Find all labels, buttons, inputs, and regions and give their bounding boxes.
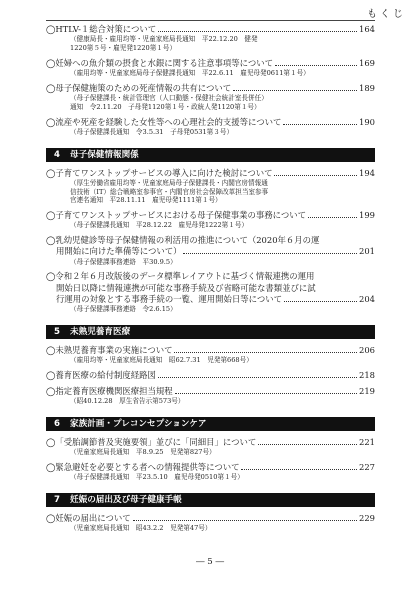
entry-title: ◯HTLV-１総合対策について <box>46 24 157 34</box>
entry-citation: （母子保健課長通知 令3.5.31 子母発0531第３号） <box>70 127 234 136</box>
dot-leader <box>308 217 357 218</box>
toc-entry[interactable] <box>46 370 375 381</box>
dot-leader <box>258 444 357 445</box>
toc-entry[interactable] <box>46 386 375 397</box>
toc-entry[interactable] <box>46 83 375 94</box>
entry-page: 190 <box>359 116 375 127</box>
entry-title: ◯未熟児養育事業の実施について <box>46 344 173 355</box>
entry-citation: （昭40.12.28 厚生省告示第573号） <box>70 397 185 406</box>
section-number: 6 <box>54 419 60 429</box>
entry-title: ◯子育てワンストップサービスの導入に向けた検討について <box>46 167 273 178</box>
toc-entry[interactable] <box>46 210 375 221</box>
entry-spacer <box>46 482 375 487</box>
toc-entry[interactable] <box>46 24 375 35</box>
toc-entry[interactable] <box>46 437 375 448</box>
entry-title-last <box>46 294 375 305</box>
entry-page: 229 <box>359 513 375 523</box>
dot-leader <box>158 377 357 378</box>
entry-citation: 信技術（IT）総合戦略室参事官・内閣官房社会保障改革担当室参事 <box>70 187 269 196</box>
entry-citation: （厚生労働省雇用均等・児童家庭局母子保健課長・内閣官房情報通 <box>70 178 268 187</box>
section-title: 母子保健情報関係 <box>70 149 139 160</box>
section-number: 4 <box>54 149 60 160</box>
entry-title: ◯妊婦への魚介類の摂食と水銀に関する注意事項等について <box>46 57 273 68</box>
entry-citation: （雇用均等・児童家庭局長通知 昭62.7.31 児発第668号） <box>70 356 253 364</box>
toc-entry[interactable] <box>46 513 375 524</box>
entry-page: 189 <box>359 82 375 93</box>
dot-leader <box>274 175 357 176</box>
entry-title: ◯指定養育医療機関医療担当規程 <box>46 386 173 396</box>
entry-title: ◯緊急避妊を必要とする者への情報提供等について <box>46 462 240 472</box>
entry-citation: （健康局長・雇用均等・児童家庭局長通知 平22.12.20 健発 <box>70 35 258 44</box>
header-rule <box>46 20 375 21</box>
toc-entry[interactable] <box>46 168 375 179</box>
entry-title-last <box>46 246 375 257</box>
page-number: ― 5 ― <box>195 557 225 567</box>
entry-spacer <box>46 137 375 142</box>
entry-title-line: 用開始に向けた準備等について） <box>56 246 182 257</box>
toc-entry[interactable] <box>46 271 375 305</box>
section-title: 未熟児養育医療 <box>70 326 131 337</box>
entry-citation: （母子保健課事務連絡 平30.9.5） <box>70 257 177 266</box>
dot-leader <box>183 253 357 254</box>
entry-title: ◯「受胎調節普及実施要領」並びに「同細目」について <box>46 437 257 447</box>
table-of-contents <box>46 24 375 538</box>
section-number: 7 <box>54 495 60 505</box>
entry-page: 201 <box>359 246 375 257</box>
section-heading <box>46 148 375 162</box>
entry-spacer <box>46 533 375 538</box>
entry-citation: （母子保健課長通知 平28.12.22 雇児母発1222第１号） <box>70 221 249 230</box>
dot-leader <box>241 469 357 470</box>
entry-page: 206 <box>359 344 375 355</box>
section-title: 家族計画・プレコンセプションケア <box>70 419 207 429</box>
entry-citation: （雇用均等・児童家庭局母子保健課長通知 平22.6.11 雇児母発0611第１号） <box>70 69 310 77</box>
entry-title: ◯子育てワンストップサービスにおける母子保健事業の事務について <box>46 210 306 221</box>
entry-page: 204 <box>359 293 375 304</box>
entry-page: 218 <box>359 369 375 380</box>
entry-page: 199 <box>359 210 375 221</box>
entry-citation: （児童家庭局長通知 平8.9.25 児発第827号） <box>70 448 216 457</box>
entry-citation: 通知 令2.11.20 子母発1120第１号・政統人発1120第１号） <box>70 102 261 111</box>
entry-page: 194 <box>359 167 375 178</box>
entry-title-line: 行運用の対象とする事務手続の一覧、運用開始日等について <box>56 293 282 304</box>
entry-spacer <box>46 406 375 411</box>
entry-page: 227 <box>359 462 375 472</box>
entry-title: ◯妊娠の届出について <box>46 513 131 523</box>
toc-entry[interactable] <box>46 345 375 356</box>
toc-entry[interactable] <box>46 235 375 257</box>
entry-title: ◯養育医療の給付制度経路図 <box>46 369 156 380</box>
section-heading <box>46 325 375 339</box>
dot-leader <box>158 31 357 32</box>
entry-citation: 1220第５号・雇児発1220第１号） <box>70 44 177 52</box>
dot-leader <box>133 520 357 521</box>
entry-title-line: ◯乳幼児健診等母子保健情報の利活用の推進について（2020年６月の運 <box>46 235 320 246</box>
entry-citation: （母子保健課長・統計管理官（人口動態・保健社会統計室長併任） <box>70 94 268 102</box>
section-title: 妊娠の届出及び母子健康手帳 <box>70 495 182 505</box>
entry-citation: （母子保健課長通知 平23.5.10 雇児母発0510第１号） <box>70 473 244 482</box>
toc-entry[interactable] <box>46 117 375 128</box>
dot-leader <box>275 65 357 66</box>
entry-title-line: ◯令和２年６月改版後のデータ標準レイアウトに基づく情報連携の運用 <box>46 271 315 282</box>
toc-entry[interactable] <box>46 462 375 473</box>
entry-title: ◯流産や死産を経験した女性等への心理社会的支援等について <box>46 116 282 127</box>
dot-leader <box>283 124 357 125</box>
dot-leader <box>233 90 357 91</box>
entry-citation: （児童家庭局長通知 昭43.2.2 児発第47号） <box>70 524 212 533</box>
entry-page: 164 <box>359 24 375 34</box>
dot-leader <box>174 352 357 353</box>
entry-page: 221 <box>359 437 375 447</box>
dot-leader <box>175 393 357 394</box>
section-number: 5 <box>54 326 60 337</box>
toc-entry[interactable] <box>46 58 375 69</box>
running-header: もくじ <box>367 9 406 20</box>
entry-citation: 官連名通知 平28.11.11 雇児母発1111第１号） <box>70 196 222 205</box>
entry-title: ◯母子保健施策のための死産情報の共有について <box>46 82 232 93</box>
entry-page: 219 <box>359 386 375 396</box>
entry-title-line: 開始日以降に情報連携が可能な事務手続及び省略可能な書類並びに試 <box>56 282 316 293</box>
section-heading <box>46 417 375 431</box>
entry-citation: （母子保健課事務連絡 令2.6.15） <box>70 305 177 313</box>
dot-leader <box>284 301 357 302</box>
entry-page: 169 <box>359 57 375 68</box>
section-heading <box>46 493 375 507</box>
entry-spacer <box>46 314 375 319</box>
